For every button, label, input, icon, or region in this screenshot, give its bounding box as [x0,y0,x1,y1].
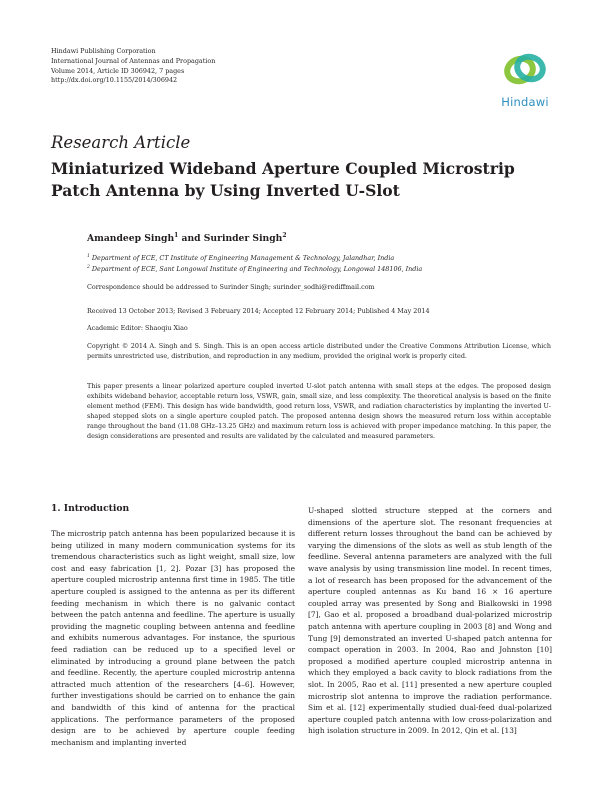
section-heading-introduction: 1. Introduction [51,503,130,514]
volume-info: Volume 2014, Article ID 306942, 7 pages [51,66,185,75]
hindawi-logo-icon [494,44,556,94]
academic-editor: Academic Editor: Shaoqiu Xiao [87,324,188,332]
correspondence-line: Correspondence should be addressed to Surinder Singh; surinder_sodhi@rediffmail.com [87,283,375,291]
journal-name: International Journal of Antennas and Propagation [51,56,216,65]
author-affiliation-marker: 1 [174,231,179,239]
publication-dates: Received 13 October 2013; Revised 3 February 2014; Accepted 12 February 2014; Published 4 May 2014 [87,307,430,315]
journal-header [51,47,311,86]
author-connector: and [178,233,204,244]
affiliation-text: Department of ECE, CT Institute of Engineering Management & Technology, Jalandhar, India [91,254,395,262]
affiliation-text: Department of ECE, Sant Longowal Institute of Engineering and Technology, Longowal 148106, India [91,265,423,273]
abstract-text: This paper presents a linear polarized aperture coupled inverted U-slot patch antenna with small steps at the edges. The proposed design exhibits wideband behavior, acceptable return loss, VSWR, gain, small size, and less complexity. The theoretical analysis is based on the finite element method (FEM). This design has wide bandwidth, good return loss, VSWR, and radiation characteristics by implanting the inverted U-shaped stepped slots on a single aperture coupled patch. The proposed antenna design shows the measured return loss within acceptable range throughout the band (11.08 GHz–13.25 GHz) and maximum return loss is achieved with proper impedance matching. In this paper, the design considerations are presented and results are validated by the calculated and measured parameters. [87,382,551,440]
affiliation-number: 2 [87,264,90,270]
article-type: Research Article [51,133,191,152]
publisher-name: Hindawi Publishing Corporation [51,47,156,55]
affiliation-number: 1 [87,253,90,259]
affiliation-1 [87,254,557,263]
doi-link[interactable]: http://dx.doi.org/10.1155/2014/306942 [51,76,178,85]
author-name[interactable]: Amandeep Singh [87,233,175,244]
hindawi-logo-text: Hindawi [501,95,549,109]
intro-column-right: U-shaped slotted structure stepped at the corners and dimensions of the aperture slot. The resonant frequencies at different return losses throughout the band can be achieved by varying the dimensions of the slots as well as stub length of the feedline. Several antenna parameters are analyzed with the full wave analysis by using transmission line model. In recent times, a lot of research has been proposed for the advancement of the aperture coupled antennas as Ku band 16 × 16 aperture coupled array was presented by Song and Bialkowski in 1998 [7], Gao et al. proposed a broadband dual-polarized microstrip patch antenna with aperture coupling in 2003 [8] and Wong and Tung [9] demonstrated an inverted U-shaped patch antenna for compact operation in 2003. In 2004, Rao and Johnston [10] proposed a modified aperture coupled microstrip antenna in which they employed a back cavity to block radiations from the slot. In 2005, Rao et al. [11] presented a new aperture coupled microstrip slot antenna to improve the radiation performance. Sim et al. [12] experimentally studied dual-feed dual-polarized aperture coupled patch antenna with low cross-polarization and high isolation structure in 2009. In 2012, Qin et al. [13] [308,506,552,736]
author-affiliation-marker: 2 [282,231,287,239]
affiliation-2 [87,265,557,274]
author-list [87,233,287,244]
hindawi-logo [494,44,556,109]
copyright-notice: Copyright © 2014 A. Singh and S. Singh. This is an open access article distributed under the Creative Commons Attribution License, which permits unrestricted use, distribution, and reproduction in any medium, provided the original work is properly cited. [87,342,551,360]
author-name[interactable]: Surinder Singh [203,233,283,244]
intro-column-left: The microstrip patch antenna has been popularized because it is being utilized in many modern communication systems for its tremendous characteristics such as light weight, small size, low cost and easy fabrication [1, 2]. Pozar [3] has proposed the aperture coupled microstrip antenna first time in 1985. The title aperture coupled is assigned to the antenna as per its different feeding mechanism in which there is no galvanic contact between the patch antenna and feedline. The aperture is usually providing the magnetic coupling between antenna and feedline and exhibits numerous advantages. For instance, the spurious feed radiation can be reduced up to a specified level or eliminated by introducing a ground plane between the patch and feedline. Recently, the aperture coupled microstrip antenna attracted much attention of the researchers [4–6]. However, further investigations should be carried on to enhance the gain and bandwidth of this kind of antenna for the practical applications. The performance parameters of the proposed design are to be achieved by aperture couple feeding mechanism and implanting inverted [51,529,295,747]
article-title: Miniaturized Wideband Aperture Coupled Microstrip Patch Antenna by Using Inverted U-Slot [51,159,515,200]
